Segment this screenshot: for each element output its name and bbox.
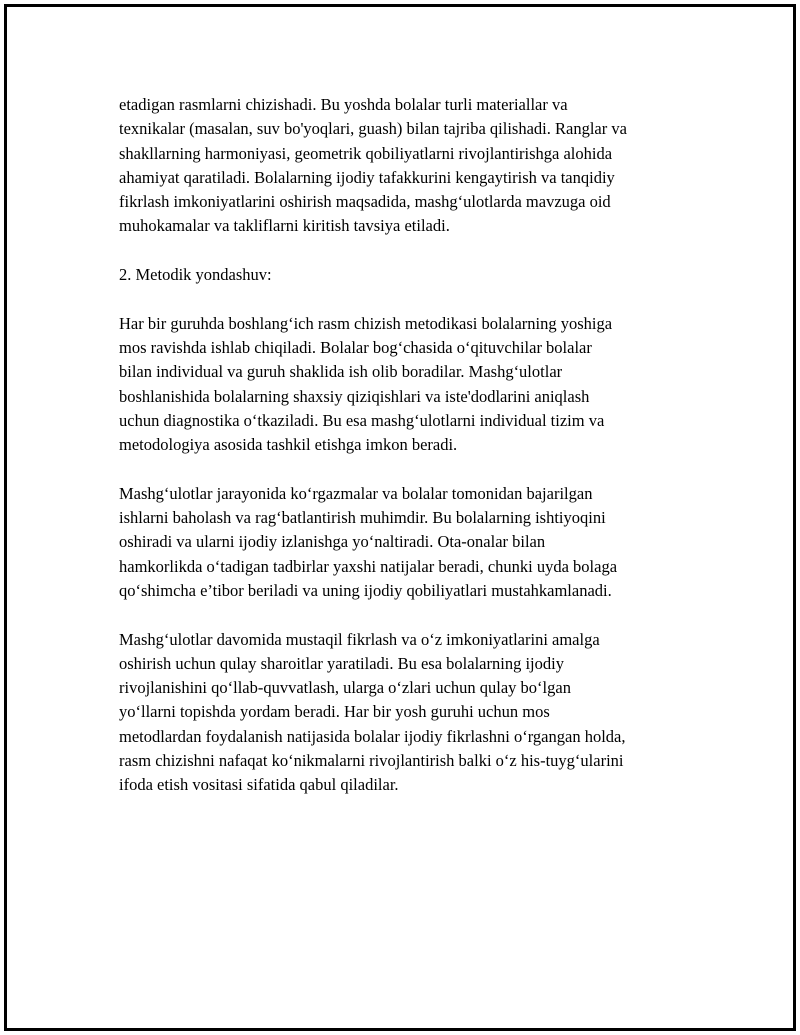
document-body [119,93,691,822]
paragraph-exhibitions: Mashg‘ulotlar jarayonida ko‘rgazmalar va bolalar tomonidan bajarilgan ishlarni baholash va rag‘batlantirish muhimdir. Bu bolalarning ishtiyoqini oshiradi va ularni ijodiy izlanishga yo‘naltiradi. Ota-onalar bilan hamkorlikda o‘tadigan tadbirlar yaxshi natijalar beradi, chunki uyda bolaga qo‘shimcha e’tibor beriladi va uning ijodiy qobiliyatlari mustahkamlanadi. [119,483,618,600]
section-heading-metodik-yondashuv: 2. Metodik yondashuv: [119,265,272,285]
paragraph-methodology: Har bir guruhda boshlang‘ich rasm chizish metodikasi bolalarning yoshiga mos ravishda ishlab chiqiladi. Bolalar bog‘chasida o‘qituvchilar bolalar bilan individual va guruh shaklida ish olib boradilar. Mashg‘ulotlar boshlanishida bolalarning shaxsiy qiziqishlari va iste'dodlarini aniqlash uchun diagnostika o‘tkaziladi. Bu esa mashg‘ulotlarni individual tizim va metodologiya asosida tashkil etishga imkon beradi. [119,313,613,455]
paragraph-intro-continued: etadigan rasmlarni chizishadi. Bu yoshda bolalar turli materiallar va texnikalar (masalan, suv bo'yoqlari, guash) bilan tajriba qilishadi. Ranglar va shakllarning harmoniyasi, geometrik qobiliyatlarni rivojlantirishga alohida ahamiyat qaratiladi. Bolalarning ijodiy tafakkurini kengaytirish va tanqidiy fikrlash imkoniyatlarini oshirish maqsadida, mashg‘ulotlarda mavzuga oid muhokamalar va takliflarni kiritish tavsiya etiladi. [119,95,627,236]
paragraph-independent-thinking: Mashg‘ulotlar davomida mustaqil fikrlash va o‘z imkoniyatlarini amalga oshirish uchun qulay sharoitlar yaratiladi. Bu esa bolalarning ijodiy rivojlanishini qo‘llab-quvvatlash, ularga o‘zlari uchun qulay bo‘lgan yo‘llarni topishda yordam beradi. Har bir yosh guruhi uchun mos metodlardan foydalanish natijasida bolalar ijodiy fikrlashni o‘rgangan holda, rasm chizishni nafaqat ko‘nikmalarni rivojlantirish balki o‘z his-tuyg‘ularini ifoda etish vositasi sifatida qabul qiladilar. [119,629,626,795]
